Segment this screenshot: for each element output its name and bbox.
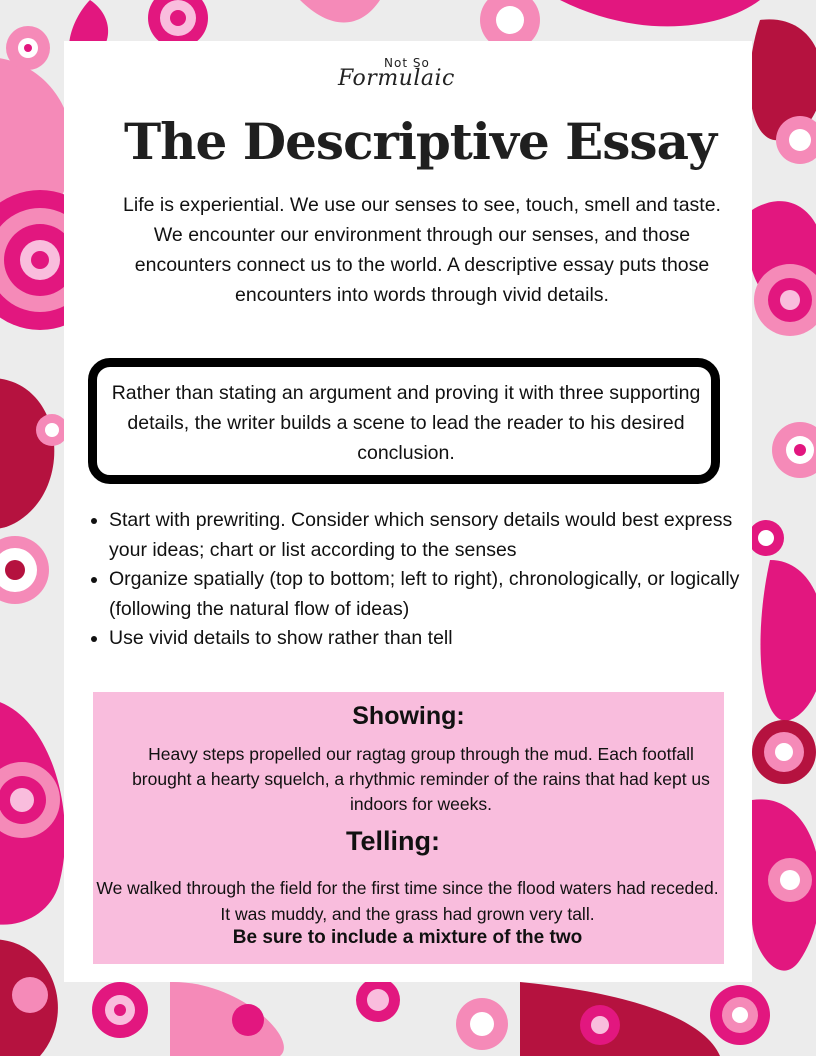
showing-heading: Showing: (352, 702, 465, 730)
brand-logo (330, 56, 490, 102)
logo-line1: Not So (384, 56, 430, 70)
tips-list (85, 506, 749, 654)
telling-heading: Telling: (346, 826, 440, 856)
logo-line2: Formulaic (338, 66, 455, 91)
list-item: • Organize spatially (top to bottom; left to right), chronologically, or logically (following the natural flow of ideas) (109, 565, 749, 624)
list-item: • Use vivid details to show rather than tell (109, 624, 749, 654)
page-title: The Descriptive Essay (123, 112, 717, 171)
mixture-tip: Be sure to include a mixture of the two (232, 927, 583, 948)
list-item: • Start with prewriting. Consider which sensory details would best express your ideas; chart or list according to the senses (109, 506, 749, 565)
telling-example: We walked through the field for the first time since the flood waters had receded. It was muddy, and the grass had grown very tall. (96, 878, 719, 924)
intro-paragraph: Life is experiential. We use our senses to see, touch, smell and taste. We encounter our environment through our senses, and those encounters connect us to the world. A descriptive essay puts those encounters into words through vivid details. (123, 194, 721, 306)
showing-example: Heavy steps propelled our ragtag group through the mud. Each footfall brought a hearty squelch, a rhythmic reminder of the rains that had kept us indoors for weeks. (132, 744, 710, 814)
callout-text: Rather than stating an argument and proving it with three supporting details, the writer builds a scene to lead the reader to his desired conclusion. (111, 382, 701, 464)
